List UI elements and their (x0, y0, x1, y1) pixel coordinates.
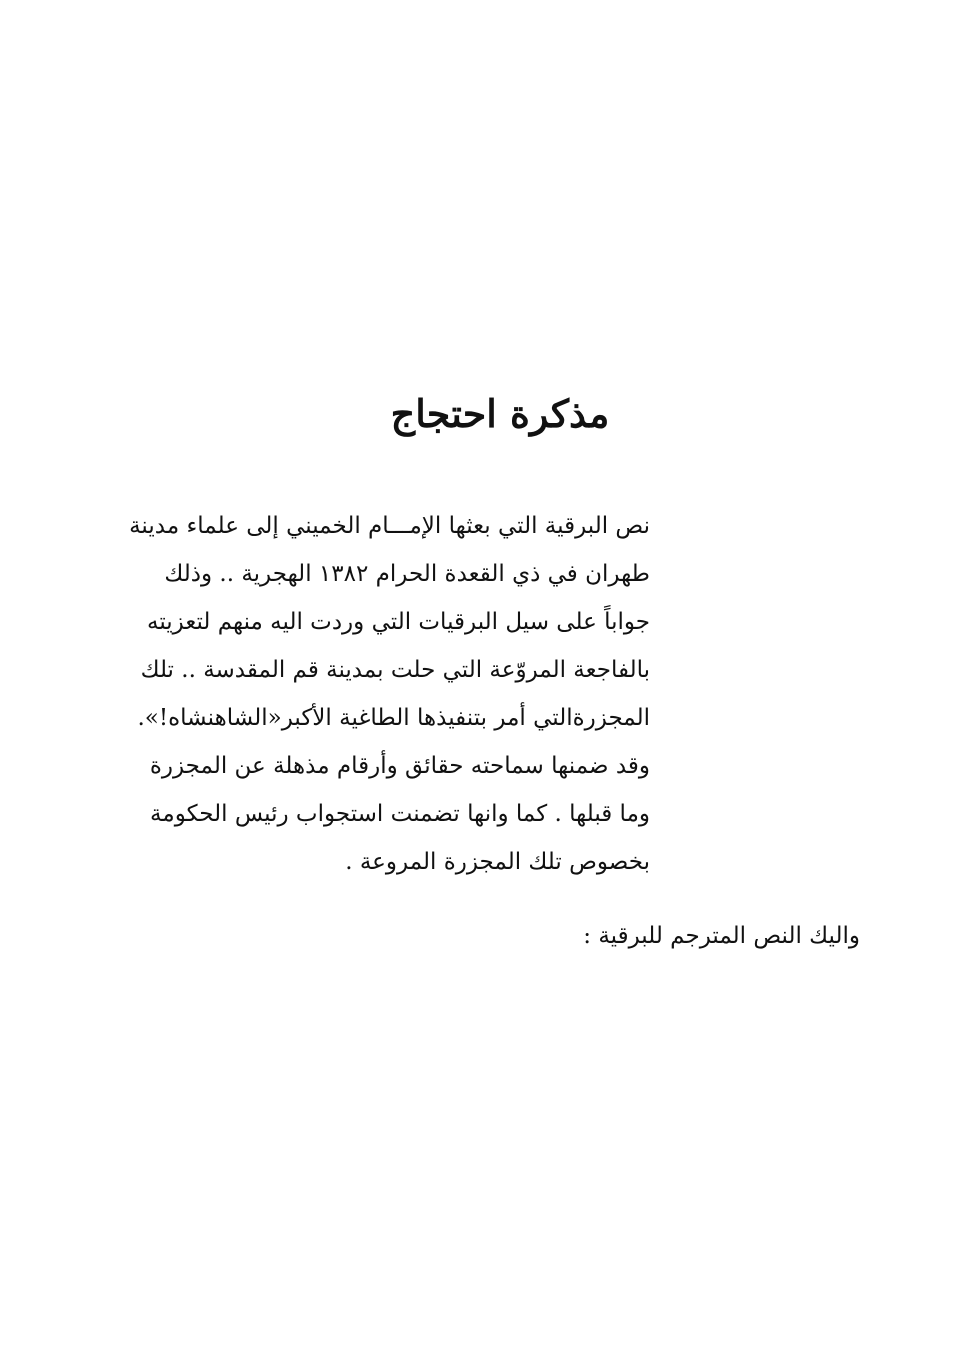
page-title: مذكرة احتجاج (390, 391, 610, 436)
closing-line: واليك النص المترجم للبرقية : (583, 923, 860, 949)
body-line: نص البرقية التي بعثها الإمـــام الخميني إلى علماء مدينة (129, 513, 650, 539)
body-line: وما قبلها . كما وانها تضمنت استجواب رئيس الحكومة (150, 801, 650, 827)
body-paragraph (120, 502, 650, 886)
body-line: بخصوص تلك المجزرة المروعة . (345, 849, 650, 875)
body-line: طهران في ذي القعدة الحرام ١٣٨٢ الهجرية .. وذلك (164, 561, 650, 587)
body-line: جواباً على سيل البرقيات التي وردت اليه منهم لتعزيته (146, 609, 650, 635)
body-line: بالفاجعة المروّعة التي حلت بمدينة قم المقدسة .. تلك (140, 657, 650, 683)
body-line: المجزرةالتي أمر بتنفيذها الطاغية الأكبر«الشاهنشاه!». (137, 705, 650, 731)
body-line: وقد ضمنها سماحته حقائق وأرقام مذهلة عن المجزرة (149, 753, 650, 779)
